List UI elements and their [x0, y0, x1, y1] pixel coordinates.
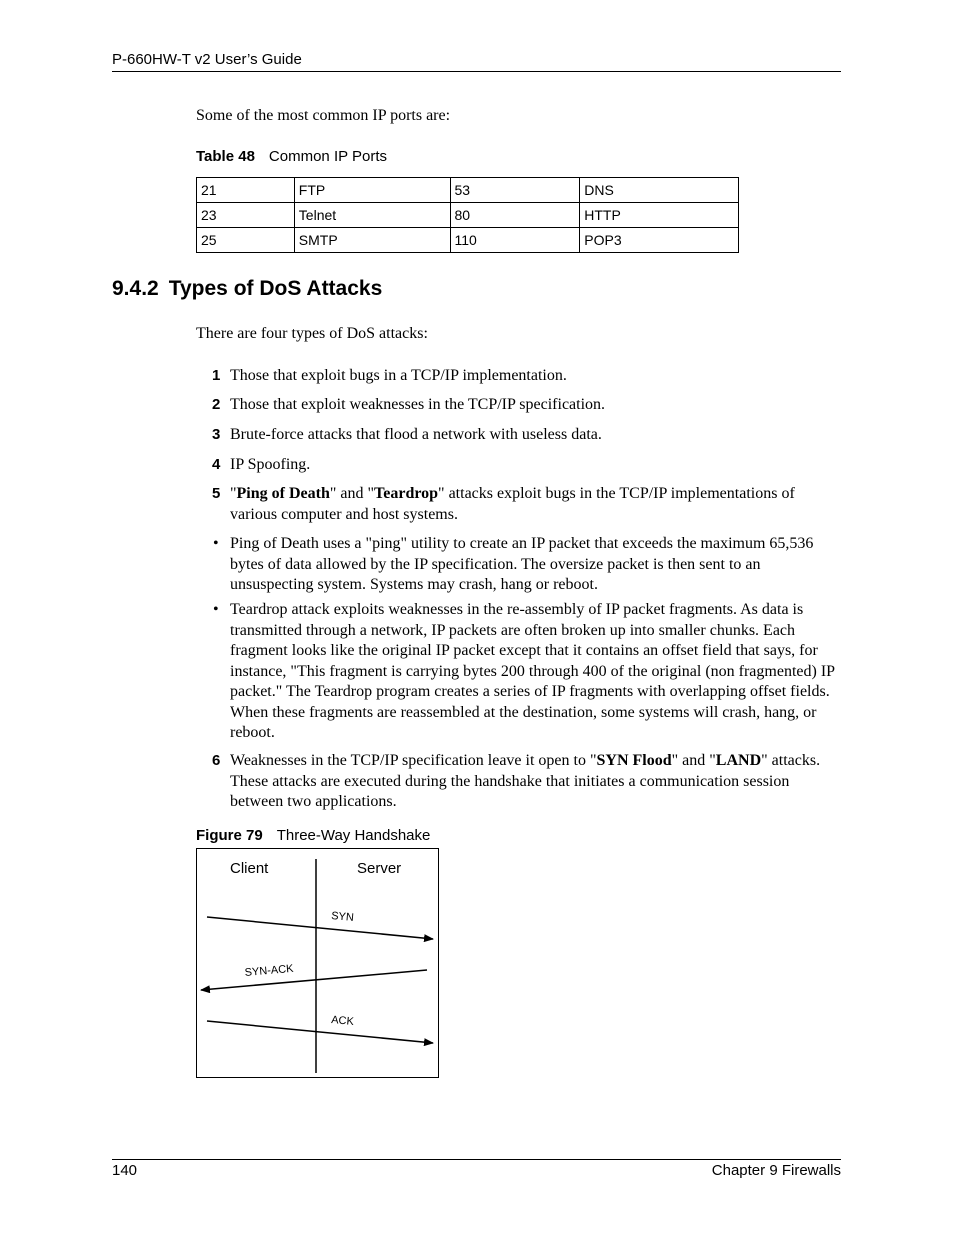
syn-ack-arrow — [201, 970, 427, 990]
server-label: Server — [357, 860, 402, 877]
list-item — [196, 455, 841, 476]
bullet-item — [196, 534, 841, 596]
ack-label: ACK — [330, 1014, 355, 1028]
section-title: Types of DoS Attacks — [168, 277, 383, 300]
table-cell: 110 — [450, 228, 580, 253]
common-ip-ports-table — [196, 177, 739, 253]
table-cell: POP3 — [580, 228, 739, 253]
table-cell: Telnet — [294, 203, 450, 228]
table-label: Table 48 — [196, 148, 255, 165]
table-row — [197, 203, 739, 228]
table-row — [197, 178, 739, 203]
section-intro: There are four types of DoS attacks: — [196, 325, 428, 342]
syn-ack-label: SYN-ACK — [244, 962, 294, 979]
table-cell: FTP — [294, 178, 450, 203]
text-run: Weaknesses in the TCP/IP specification leave it open to " — [230, 752, 597, 769]
page-number: 140 — [112, 1162, 138, 1179]
handshake-diagram — [197, 849, 438, 1077]
list-number: 4 — [212, 456, 221, 473]
table-cell: 25 — [197, 228, 295, 253]
list-text — [230, 484, 841, 525]
table-cell: 53 — [450, 178, 580, 203]
text-run: " and " — [671, 752, 716, 769]
list-item — [196, 484, 841, 525]
chapter-label: Chapter 9 Firewalls — [711, 1162, 841, 1179]
bullet-text: Teardrop attack exploits weaknesses in the re-assembly of IP packet fragments. As data is transmitted through a network, IP packets are often broken up into smaller chunks. Each fragment looks like the original IP packet except that it contains an offset field that says, for instance, "This fragment is carrying bytes 200 through 400 of the original (non fragmented) IP packet." The Teardrop program creates a series of IP fragments with overlapping offset fields. When these fragments are reassembled at the destination, some systems will crash, hang, or reboot. — [230, 601, 835, 741]
table-cell: 23 — [197, 203, 295, 228]
list-number: 3 — [212, 426, 221, 443]
syn-arrow — [207, 917, 433, 939]
list-text — [230, 751, 841, 813]
table-cell: 80 — [450, 203, 580, 228]
text-run: " attacks. These attacks are executed during the handshake that initiates a communication session between two applications. — [230, 752, 821, 810]
table-cell: SMTP — [294, 228, 450, 253]
term-land: LAND — [715, 752, 762, 769]
table-cell: DNS — [580, 178, 739, 203]
list-text: Those that exploit weaknesses in the TCP/IP specification. — [230, 396, 606, 413]
list-number: 2 — [212, 396, 221, 413]
figure-label: Figure 79 — [196, 827, 263, 844]
figure-caption — [196, 827, 430, 844]
list-item — [196, 395, 841, 416]
table-caption — [196, 148, 387, 165]
table-cell: 21 — [197, 178, 295, 203]
table-cell: HTTP — [580, 203, 739, 228]
footer-rule — [112, 1159, 841, 1160]
section-number: 9.4.2 — [112, 277, 159, 300]
list-item — [196, 366, 841, 387]
list-number: 6 — [212, 752, 221, 769]
list-number: 1 — [212, 367, 221, 384]
table-title: Common IP Ports — [268, 148, 388, 165]
list-text: IP Spoofing. — [230, 456, 311, 473]
syn-label: SYN — [330, 910, 355, 924]
text-run: " and " — [329, 485, 375, 502]
text-run: " attacks exploit bugs in the TCP/IP implementations of various computer and host systems. — [230, 485, 795, 523]
intro-paragraph: Some of the most common IP ports are: — [196, 107, 451, 124]
list-item — [196, 751, 841, 813]
term-syn-flood: SYN Flood — [596, 752, 672, 769]
header-rule — [112, 71, 841, 72]
handshake-figure — [196, 848, 439, 1078]
running-header: P-660HW-T v2 User’s Guide — [112, 51, 302, 68]
term-teardrop: Teardrop — [374, 485, 439, 502]
bullet-item — [196, 600, 841, 744]
term-ping-of-death: Ping of Death — [236, 485, 330, 502]
bullet-marker: • — [213, 601, 219, 618]
client-label: Client — [230, 860, 269, 877]
section-heading — [112, 277, 382, 301]
bullet-text: Ping of Death uses a "ping" utility to create an IP packet that exceeds the maximum 65,536 bytes of data allowed by the IP specification. The oversize packet is then sent to an unsuspecting system. Systems may crash, hang or reboot. — [230, 535, 814, 593]
bullet-marker: • — [213, 535, 219, 552]
list-number: 5 — [212, 485, 221, 502]
figure-title: Three-Way Handshake — [276, 827, 431, 844]
text-run: " — [230, 485, 237, 502]
list-text: Brute-force attacks that flood a network with useless data. — [230, 426, 602, 443]
list-item — [196, 425, 841, 446]
table-row — [197, 228, 739, 253]
list-text: Those that exploit bugs in a TCP/IP implementation. — [230, 367, 567, 384]
ack-arrow — [207, 1021, 433, 1043]
